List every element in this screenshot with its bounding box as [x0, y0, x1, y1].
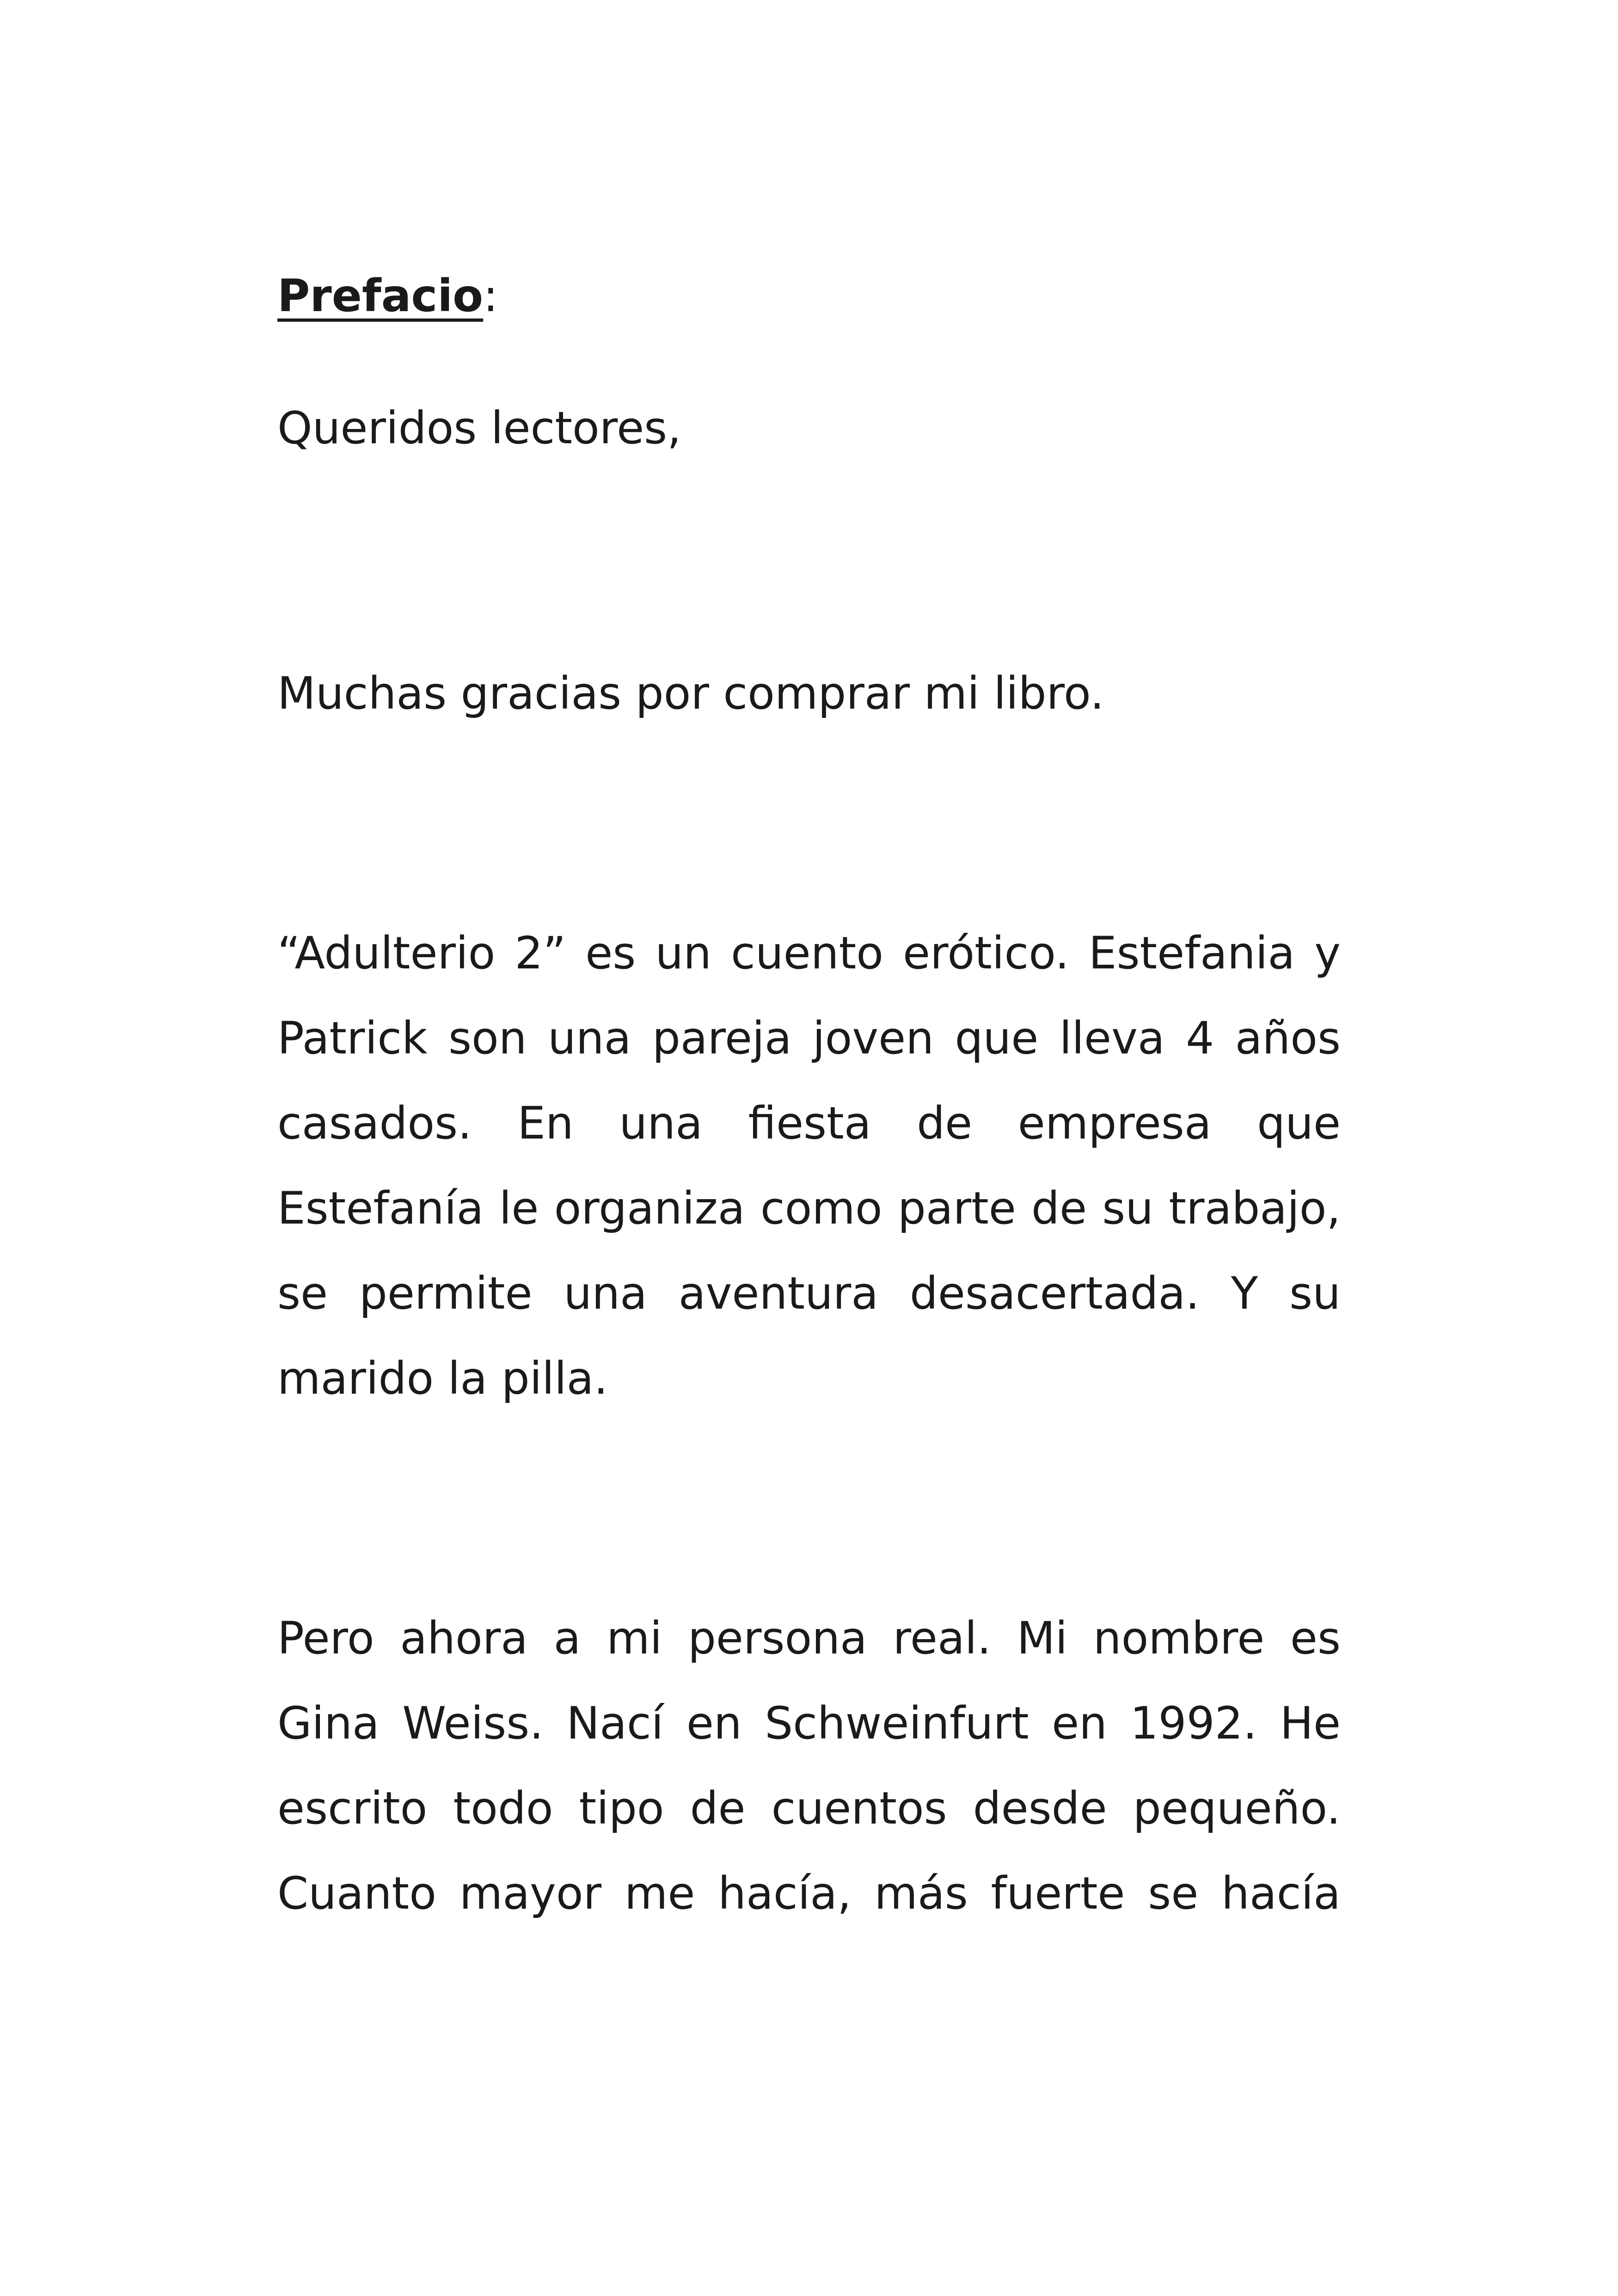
page-content — [277, 259, 1341, 1936]
greeting-paragraph: Queridos lectores, — [277, 402, 681, 454]
thanks-paragraph: Muchas gracias por comprar mi libro. — [277, 667, 1104, 719]
preface-title: Prefacio — [277, 270, 484, 322]
preface-heading — [277, 259, 1341, 333]
preface-colon: : — [483, 270, 498, 322]
author-paragraph: Pero ahora a mi persona real. Mi nombre es Gina Weiss. Nací en Schweinfurt en 1992. He escrito todo tipo de cuentos desde pequeño. Cuanto mayor me hacía, más fuerte se hacía — [277, 1612, 1341, 1919]
story-paragraph: “Adulterio 2” es un cuento erótico. Estefania y Patrick son una pareja joven que lleva 4 años casados. En una fiesta de empresa que Estefanía le organiza como parte de su trabajo, se permite una aventura desacertada. Y su marido la pilla. — [277, 927, 1341, 1404]
